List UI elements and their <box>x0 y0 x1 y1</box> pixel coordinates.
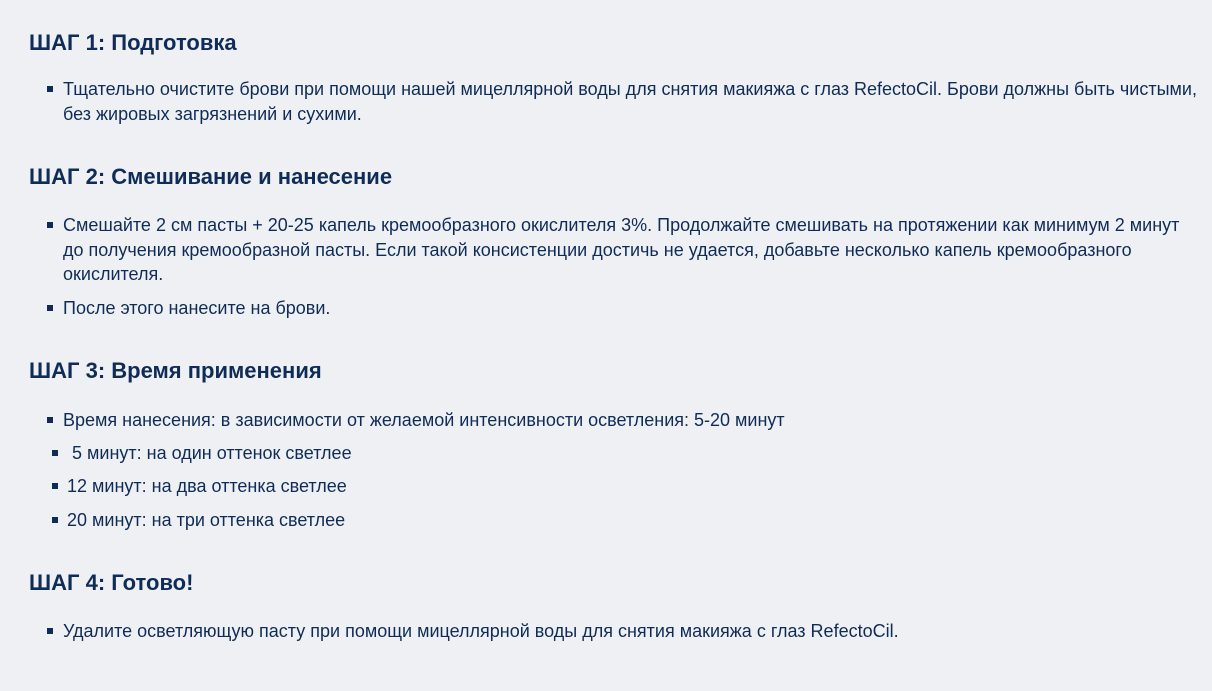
list-item: Удалите осветляющую пасту при помощи мицеллярной воды для снятия макияжа с глаз RefectoCil. <box>47 619 1199 644</box>
step-1-list <box>47 77 1199 126</box>
step-4-title: ШАГ 4: Готово! <box>29 570 194 595</box>
step-2-list <box>47 213 1199 320</box>
step-2-title: ШАГ 2: Смешивание и нанесение <box>29 164 393 189</box>
step-3-title: ШАГ 3: Время применения <box>29 358 322 383</box>
step-2-section <box>29 164 1199 320</box>
step-4-section <box>29 570 1199 644</box>
sub-list-item: 12 минут: на два оттенка светлее <box>47 474 1199 499</box>
step-4-list <box>47 619 1199 644</box>
list-item: Время нанесения: в зависимости от желаемой интенсивности осветления: 5-20 минут <box>47 408 1199 433</box>
step-1-section <box>29 30 1199 126</box>
list-item: После этого нанесите на брови. <box>47 296 1199 321</box>
sub-list-item: 5 минут: на один оттенок светлее <box>47 441 1199 466</box>
list-item: Смешайте 2 см пасты + 20-25 капель кремообразного окислителя 3%. Продолжайте смешивать на протяжении как минимум 2 минут до получения кремообразной пасты. Если такой консистенции достичь не удается, добавьте несколько капель кремообразного окислителя. <box>47 213 1199 287</box>
step-1-title: ШАГ 1: Подготовка <box>29 30 237 55</box>
step-3-section <box>29 358 1199 532</box>
step-3-sublist <box>47 441 1199 533</box>
sub-list-item: 20 минут: на три оттенка светлее <box>47 508 1199 533</box>
step-3-list <box>47 408 1199 433</box>
list-item: Тщательно очистите брови при помощи нашей мицеллярной воды для снятия макияжа с глаз RefectoCil. Брови должны быть чистыми, без жировых загрязнений и сухими. <box>47 77 1199 126</box>
instructions-content <box>29 30 1199 682</box>
